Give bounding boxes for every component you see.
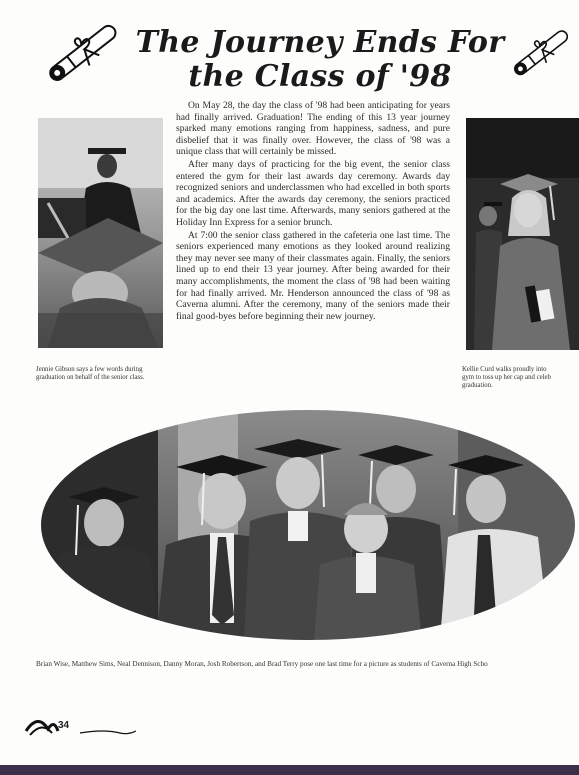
caption-right-line: Kellie Curd walks proudly into xyxy=(462,366,547,373)
group-photo-graduates xyxy=(38,405,579,641)
bottom-edge-band xyxy=(0,765,579,775)
article-paragraph: At 7:00 the senior class gathered in the cafeteria one last time. The seniors experienced many emotions as they looked around realizing they may never see many of their classmates again. Finally, the seniors lined up to end their 13 year journey. After being awarded for their many accomplishments, the moment the class of '98 had been waiting for had finally arrived. Mr. Henderson announced the class of '98 as Caverna alumni. After the ceremony, many of the seniors made their final good-byes before beginning their new journey. xyxy=(176,229,450,322)
caption-group-photo: Brian Wise, Matthew Sims, Neal Dennison, Danny Moran, Josh Robertson, and Brad Terry pose one last time for a picture as students of Caverna High Scho xyxy=(36,660,488,668)
caption-right-line: graduation. xyxy=(462,382,493,389)
article-body xyxy=(176,100,450,323)
caption-left-photo: Jennie Gibson says a few words during graduation on behalf of the senior class. xyxy=(36,366,145,381)
caption-right-line: gym to toss up her cap and celeb xyxy=(462,374,551,381)
article-paragraph: After many days of practicing for the big event, the senior class entered the gym for their last awards day ceremony. Awards day recognized seniors and underclassmen who had excelled in both sports and academics. After the awards day ceremony, the seniors practiced for the big day one last time. Afterwards, many seniors gathered at the Holiday Inn Express for a senior brunch. xyxy=(176,158,450,228)
diploma-scroll-icon-left xyxy=(38,12,130,92)
title-line-2: the Class of '98 xyxy=(188,59,452,94)
diploma-scroll-icon-right xyxy=(505,12,579,92)
caption-right-photo xyxy=(462,366,579,390)
folio-swoosh-icon xyxy=(24,711,144,741)
article-paragraph: On May 28, the day the class of '98 had been anticipating for years had finally arrived. Graduation! The ending of this 13 year journey sparked many emotions ranging from happiness, sadness, and pure disbelief that it was finally over. However, the class of '98 was a unique class that will certainly be missed. xyxy=(176,100,450,158)
title-line-1: The Journey Ends For xyxy=(135,25,505,60)
photo-speaker-graduation xyxy=(38,118,163,348)
page-title xyxy=(130,26,510,94)
photo-graduate-walking xyxy=(466,118,579,350)
page-number: 34 xyxy=(58,720,70,731)
